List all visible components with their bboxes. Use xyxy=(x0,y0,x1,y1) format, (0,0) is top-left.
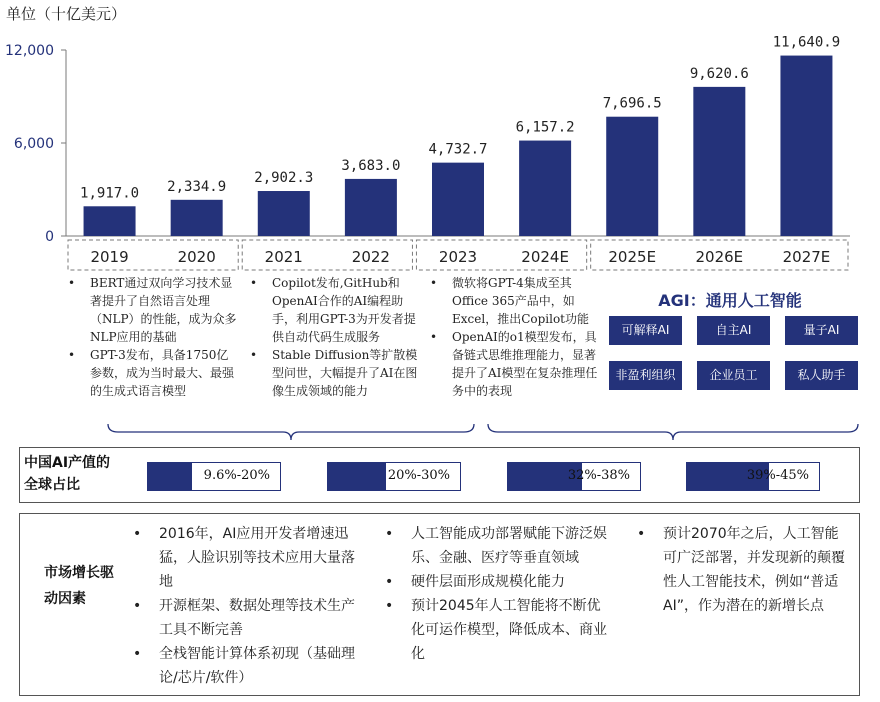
bar-value-label: 9,620.6 xyxy=(689,65,749,82)
bullet-dot: • xyxy=(250,276,258,290)
bullet-dot: • xyxy=(385,598,394,614)
driver-bullet xyxy=(133,594,355,642)
milestone-bullet xyxy=(430,274,600,328)
bar-2021 xyxy=(258,191,310,236)
driver-text: 预计2045年人工智能将不断优化可运作模型，降低成本、商业化 xyxy=(411,598,607,662)
y-tick-label: 12,000 xyxy=(5,43,54,59)
agi-box-autonomous-ai: 自主AI xyxy=(697,316,770,345)
bar-2023 xyxy=(432,163,484,236)
bar-2024E xyxy=(519,141,571,236)
driver-bullet xyxy=(133,522,355,594)
share-bar-2023-2024 xyxy=(507,462,641,491)
bar-value-label: 4,732.7 xyxy=(428,141,488,158)
agi-box-employees: 企业员工 xyxy=(697,361,770,390)
driver-text: 预计2070年之后，人工智能可广泛部署，并发现新的颠覆性人工智能技术，例如“普适AI”，作为潜在的新增长点 xyxy=(663,526,845,614)
category-label: 2021 xyxy=(264,248,303,266)
driver-bullet xyxy=(385,570,607,594)
driver-text: 开源框架、数据处理等技术生产工具不断完善 xyxy=(159,598,355,638)
share-value: 20%-30% xyxy=(387,468,450,483)
bar-value-label: 2,334.9 xyxy=(167,178,227,195)
bar-2019 xyxy=(84,206,136,236)
bullet-dot: • xyxy=(637,526,646,542)
category-label: 2019 xyxy=(90,248,129,266)
milestone-text: BERT通过双向学习技术显著提升了自然语言处理（NLP）的性能，成为众多NLP应用的基础 xyxy=(90,276,237,344)
unit-label: 单位（十亿美元） xyxy=(6,5,127,23)
milestone-bullet xyxy=(430,328,600,400)
bullet-dot: • xyxy=(385,574,394,590)
bar-2026E xyxy=(693,87,745,236)
milestone-text: OpenAI的o1模型发布，具备链式思维推理能力，显著提升了AI模型在复杂推理任务中的表现 xyxy=(452,330,598,398)
milestone-2019-2020 xyxy=(68,274,238,400)
milestone-bullet xyxy=(68,274,238,346)
share-bar-2019-2020 xyxy=(147,462,281,491)
y-tick-label: 0 xyxy=(45,229,54,245)
category-label: 2026E xyxy=(695,248,744,266)
milestone-2023-2024 xyxy=(430,274,600,400)
bullet-dot: • xyxy=(385,526,394,542)
category-label: 2027E xyxy=(782,248,831,266)
milestone-bullet xyxy=(250,274,420,346)
bullet-dot: • xyxy=(430,330,438,344)
bullet-dot: • xyxy=(133,646,142,662)
bar-value-label: 11,640.9 xyxy=(772,34,841,51)
bar-value-label: 6,157.2 xyxy=(515,119,575,136)
bullet-dot: • xyxy=(68,348,76,362)
agi-title: AGI：通用人工智能 xyxy=(658,291,802,310)
share-value: 9.6%-20% xyxy=(203,468,270,483)
driver-text: 硬件层面形成规模化能力 xyxy=(411,574,565,590)
category-label: 2023 xyxy=(438,248,478,266)
bullet-dot: • xyxy=(68,276,76,290)
milestone-2021-2022 xyxy=(250,274,420,400)
group-bracket xyxy=(108,424,474,440)
milestone-text: 微软将GPT-4集成至其Office 365产品中，如Excel，推出Copilot功能 xyxy=(452,276,589,326)
milestone-text: GPT-3发布，具备1750亿参数，成为当时最大、最强的生成式语言模型 xyxy=(90,348,235,398)
bar-2020 xyxy=(171,200,223,236)
milestone-bullet xyxy=(250,346,420,400)
driver-bullet xyxy=(385,522,607,570)
driver-text: 人工智能成功部署赋能下游泛娱乐、金融、医疗等垂直领域 xyxy=(411,526,607,566)
category-label: 2022 xyxy=(351,248,390,266)
bar-value-label: 1,917.0 xyxy=(80,185,140,202)
milestone-text: Copilot发布,GitHub和OpenAI合作的AI编程助手，利用GPT-3为开发者提供自动代码生成服务 xyxy=(272,276,416,344)
drivers-column-1 xyxy=(133,522,355,690)
drivers-column-3 xyxy=(637,522,851,618)
bullet-dot: • xyxy=(250,348,258,362)
bullet-dot: • xyxy=(430,276,438,290)
driver-text: 2016年，AI应用开发者增速迅猛，人脸识别等技术应用大量落地 xyxy=(159,526,355,590)
milestone-text: Stable Diffusion等扩散模型问世，大幅提升了AI在图像生成领域的能力 xyxy=(272,348,418,398)
category-label: 2020 xyxy=(177,248,216,266)
category-label: 2025E xyxy=(608,248,657,266)
bar-2025E xyxy=(606,117,658,236)
bar-value-label: 7,696.5 xyxy=(602,95,662,112)
bullet-dot: • xyxy=(133,598,142,614)
driver-text: 全栈智能计算体系初现（基础理论/芯片/软件） xyxy=(159,646,355,686)
category-label: 2024E xyxy=(521,248,569,266)
agi-box-explainable-ai: 可解释AI xyxy=(609,316,682,345)
agi-box-personal-assistant: 私人助手 xyxy=(785,361,858,390)
share-bar-2025-2027 xyxy=(686,462,820,491)
driver-bullet xyxy=(133,642,355,690)
driver-bullet xyxy=(637,522,851,618)
group-bracket xyxy=(488,424,858,440)
bullet-dot: • xyxy=(133,526,142,542)
bar-value-label: 3,683.0 xyxy=(341,157,401,174)
y-tick-label: 6,000 xyxy=(13,136,54,152)
growth-drivers-label: 市场增长驱动因素 xyxy=(44,565,114,607)
share-value: 32%-38% xyxy=(567,468,630,483)
share-value: 39%-45% xyxy=(746,468,809,483)
bar-2027E xyxy=(780,56,832,236)
driver-bullet xyxy=(385,594,607,666)
agi-box-quantum-ai: 量子AI xyxy=(785,316,858,345)
agi-box-nonprofit: 非盈利组织 xyxy=(609,361,682,390)
global-share-label: 中国AI产值的全球占比 xyxy=(24,455,111,493)
drivers-column-2 xyxy=(385,522,607,666)
bar-2022 xyxy=(345,179,397,236)
share-bar-2021-2022 xyxy=(327,462,461,491)
milestone-bullet xyxy=(68,346,238,400)
bar-value-label: 2,902.3 xyxy=(254,170,314,187)
